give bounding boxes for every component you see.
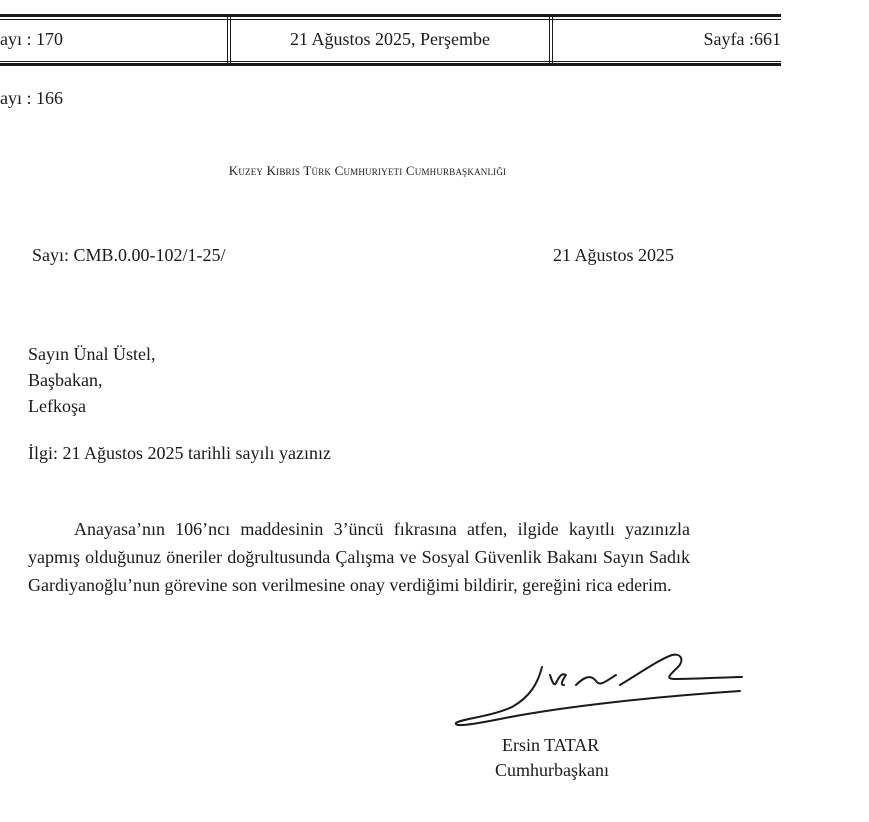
addressee-title: Başbakan,: [28, 370, 103, 390]
letter-body: Anayasa’nın 106’ncı maddesinin 3’üncü fıkrasına atfen, ilgide kayıtlı yazınızla yapmış olduğunuz öneriler doğrultusunda Çalışma ve Sosyal Güvenlik Bakanı Sayın Sadık Gardiyanoğlu’nun görevine son verilmesine onay verdiğimi bildirir, gereğini rica ederim.: [28, 519, 690, 595]
header-rule-top-thin: [0, 19, 781, 20]
header-rule-bottom: [0, 63, 781, 66]
signer-name: Ersin TATAR: [502, 735, 600, 755]
header-divider-right: [549, 17, 550, 63]
signer-title: Cumhurbaşkanı: [495, 760, 609, 780]
reference-date: 21 Ağustos 2025: [553, 245, 675, 265]
addressee-name: Sayın Ünal Üstel,: [28, 344, 156, 364]
issue-date: 21 Ağustos 2025, Perşembe: [290, 29, 490, 49]
addressee-city: Lefkoşa: [28, 396, 86, 416]
header-rule-top: [0, 14, 781, 17]
header-divider-left: [227, 17, 228, 63]
header-rule-bottom-thin: [0, 61, 781, 62]
reference-number: Sayı: CMB.0.00-102/1-25/: [32, 245, 226, 265]
previous-issue-number: ayı : 166: [0, 88, 63, 108]
page-number: Sayfa :661: [703, 29, 781, 49]
signature-image: [450, 645, 750, 730]
subject-line: İlgi: 21 Ağustos 2025 tarihli sayılı yazınız: [28, 443, 331, 463]
institution-name: Kuzey Kıbrıs Türk Cumhuriyeti Cumhurbaşkanlığı: [228, 163, 507, 178]
issue-number: ayı : 170: [0, 29, 63, 49]
addressee-block: [28, 341, 156, 419]
